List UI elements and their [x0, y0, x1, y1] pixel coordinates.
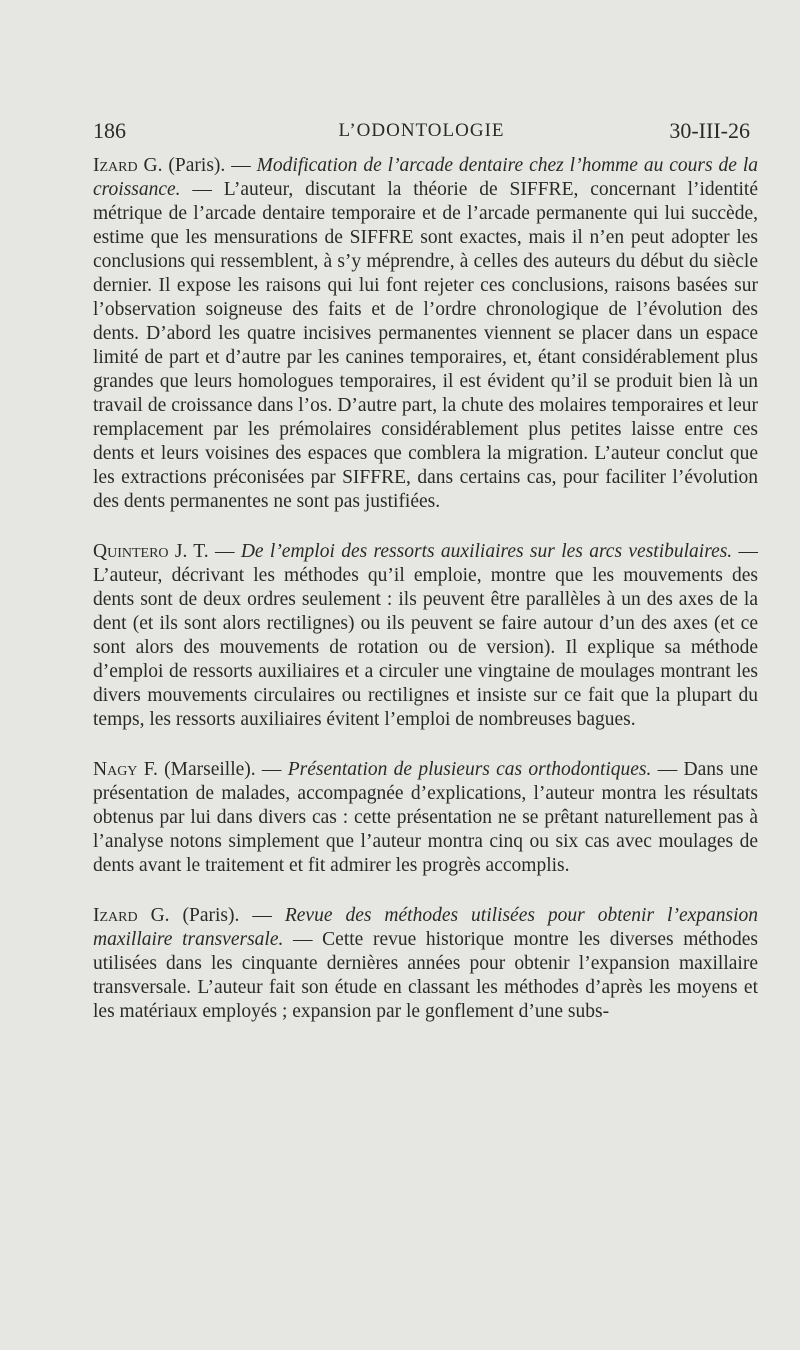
- entry-affiliation: —: [208, 541, 235, 562]
- entry-author: Izard G.: [93, 905, 170, 926]
- entry-body: — Dans une présentation de malades, accompagnée d’explications, l’auteur montra les résultats obtenus par lui dans divers cas : cette présentation ne se prêtant naturellement pas à l’analyse notons simplement que l’auteur montra cinq ou six cas avec moulages de dents avant le traitement et fit admirer les progrès accomplis.: [93, 759, 759, 876]
- entry-title: Modification de l’arcade dentaire chez l’homme au cours de la croissance.: [93, 155, 759, 200]
- entry-body: — Cette revue historique montre les diverses méthodes utilisées dans les cinquante dernières années pour obtenir l’expansion maxillaire transversale. L’auteur fait son étude en classant les méthodes d’après les moyens et les matériaux employés ; expansion par le gonflement d’une subs-: [93, 929, 758, 1022]
- entry-body: — L’auteur, décrivant les méthodes qu’il emploie, montre que les mouvements des dents sont de deux ordres seulement : ils peuvent être parallèles à un des axes de la dent (et ils sont alors rectilignes) ou ils peuvent se faire autour d’un des axes (et ce sont alors des mouvements de rotation ou de version). Il explique sa méthode d’emploi de ressorts auxiliaires et a circuler une vingtaine de moulages montrant les divers mouvements circulaires ou rectilignes et insiste sur ce fait que la plupart du temps, les ressorts auxiliaires évitent l’emploi de nombreuses bagues.: [93, 541, 759, 730]
- abstract-entry: [93, 758, 758, 878]
- entry-title: Revue des méthodes utilisées pour obtenir l’expansion maxillaire transversale.: [93, 905, 759, 950]
- abstract-entry: [93, 540, 758, 732]
- entry-title: Présentation de plusieurs cas orthodontiques.: [287, 759, 652, 780]
- entry-affiliation: (Paris). —: [162, 155, 251, 176]
- running-header: [93, 118, 750, 148]
- article-body: [93, 154, 758, 1050]
- entry-affiliation: (Paris). —: [169, 905, 272, 926]
- abstract-entry: [93, 154, 758, 514]
- abstract-entry: [93, 904, 758, 1024]
- entry-author: Izard G.: [93, 155, 163, 176]
- page-number: 186: [93, 118, 126, 143]
- entry-affiliation: (Marseille). —: [157, 759, 282, 780]
- issue-date: 30-III-26: [669, 118, 750, 143]
- journal-title: L’ODONTOLOGIE: [338, 120, 505, 141]
- entry-author: Quintero J. T.: [93, 541, 209, 562]
- entry-title: De l’emploi des ressorts auxiliaires sur les arcs vestibulaires.: [240, 541, 733, 562]
- entry-body: — L’auteur, discutant la théorie de SIFFRE, concernant l’identité métrique de l’arcade dentaire temporaire et de l’arcade permanente qui lui succède, estime que les mensurations de SIFFRE sont exactes, mais il n’en peut adopter les conclusions qui ressemblent, à s’y méprendre, à celles des auteurs du début du siècle dernier. Il expose les raisons qui lui font rejeter ces conclusions, raisons basées sur l’observation soigneuse des faits et de l’ordre chronologique de l’évolution des dents. D’abord les quatre incisives permanentes viennent se placer dans un espace limité de part et d’autre par les canines temporaires, et, étant considérablement plus grandes que leurs homologues temporaires, il est évident qu’il se produit bien là un travail de croissance dans l’os. D’autre part, la chute des molaires temporaires et leur remplacement par les prémolaires considérablement plus petites laisse entre ces dents et leurs voisines des espaces que comblera la migration. L’auteur conclut que les extractions préconisées par SIFFRE, dans certains cas, pour faciliter l’évolution des dents permanentes ne sont pas justifiées.: [93, 179, 758, 512]
- entry-author: Nagy F.: [93, 759, 158, 780]
